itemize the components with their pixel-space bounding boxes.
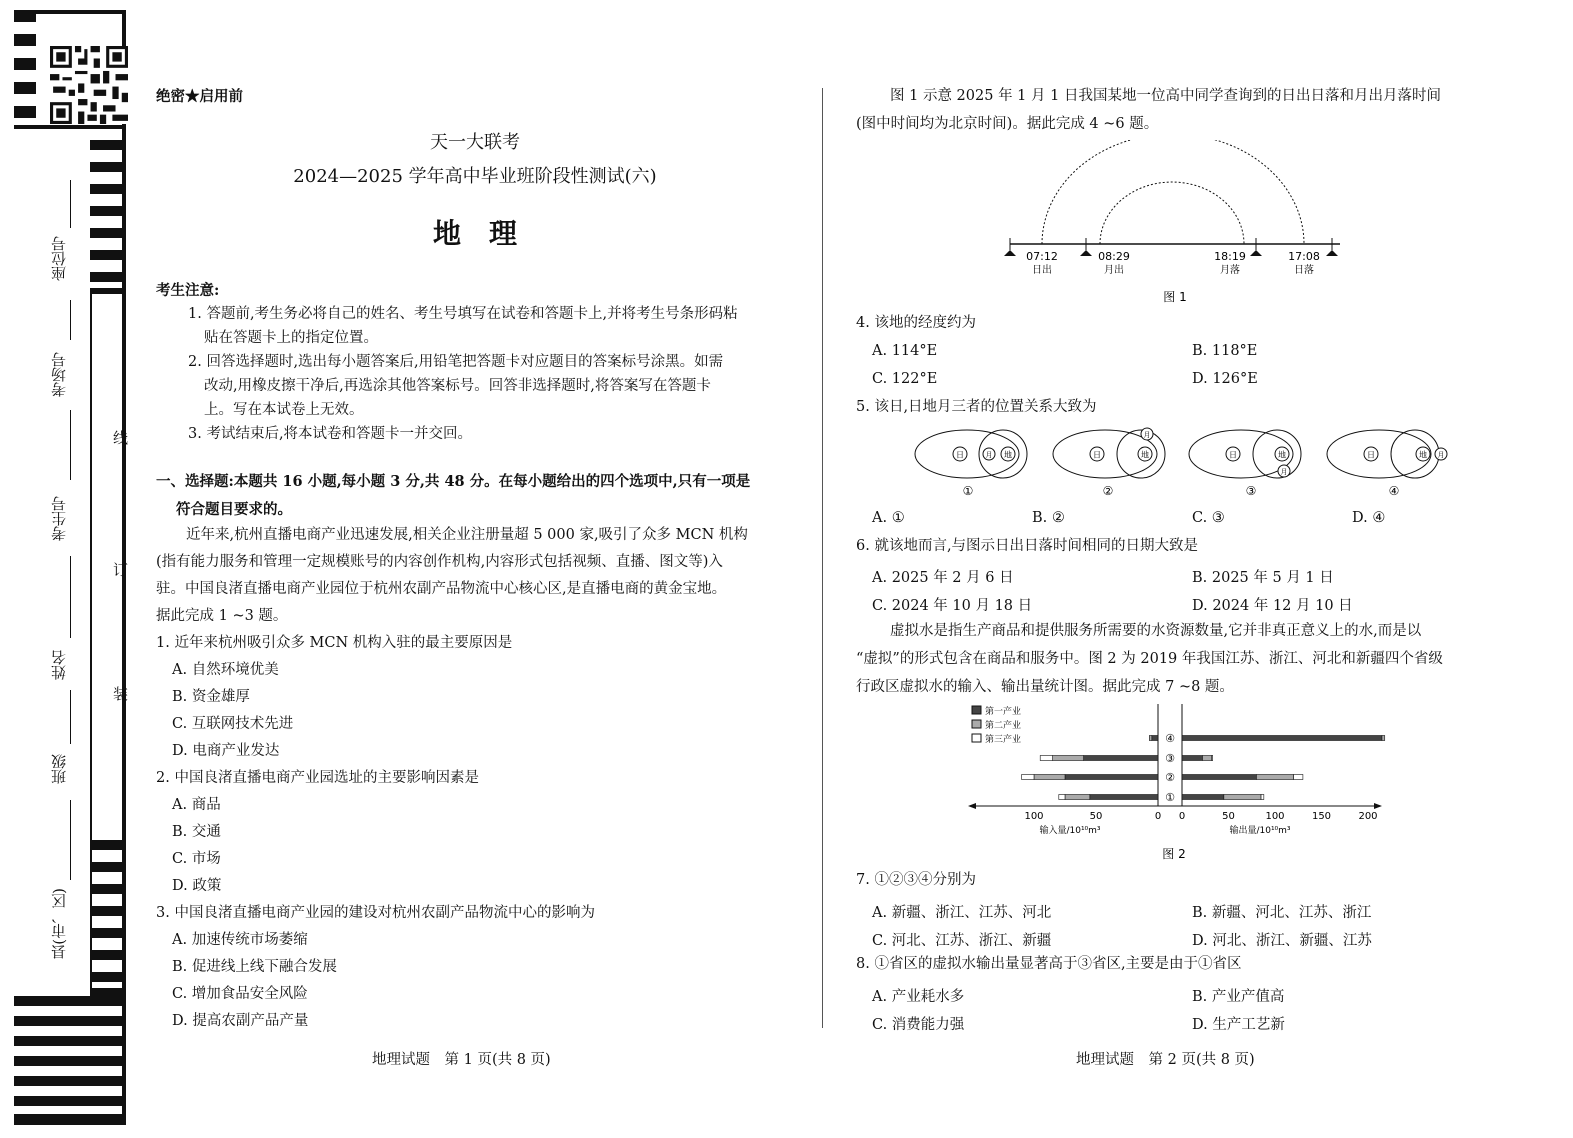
question-stem: 8. ①省区的虚拟水输出量显著高于③省区,主要是由于①省区 (856, 956, 1242, 972)
q5-orbit-diagrams (905, 424, 1465, 502)
answer-option: B. 新疆、河北、江苏、浙江 (1192, 905, 1372, 921)
svg-text:地: 地 (1278, 450, 1286, 460)
svg-text:地: 地 (1419, 450, 1427, 460)
binding-label-line: 线 (111, 430, 129, 445)
input-bar-secondary (1065, 795, 1090, 800)
field-room: 考场号 (50, 352, 68, 397)
svg-text:③: ③ (1245, 484, 1257, 498)
svg-text:日: 日 (956, 450, 964, 460)
field-seat: 座位号 (50, 236, 68, 281)
legend-label: 第二产业 (985, 721, 1022, 731)
binding-border (12, 10, 126, 1125)
output-bar-secondary (1256, 775, 1293, 780)
answer-option: C. 互联网技术先进 (172, 716, 294, 732)
answer-option: A. 加速传统市场萎缩 (172, 932, 308, 948)
time-label: 07:12 (1026, 250, 1058, 263)
answer-option: A. 商品 (172, 797, 221, 813)
category-label: ④ (1165, 732, 1175, 745)
input-bar-tertiary (1040, 756, 1052, 761)
event-label: 日出 (1032, 265, 1052, 276)
legend-swatch-tertiary (972, 734, 981, 742)
notice-line: 改动,用橡皮擦干净后,再选涂其他答案标号。回答非选择题时,将答案写在答题卡 (204, 378, 711, 394)
answer-option: D. 政策 (172, 878, 222, 894)
figure-2-virtual-water-chart (960, 702, 1390, 864)
question-stem: 3. 中国良渚直播电商产业园的建设对杭州农副产品物流中心的影响为 (156, 905, 595, 921)
answer-option: B. ② (1032, 510, 1065, 526)
chart-bars (1022, 736, 1385, 800)
svg-text:月: 月 (1143, 431, 1151, 439)
svg-text:月: 月 (1280, 468, 1288, 476)
passage-line: 图 1 示意 2025 年 1 月 1 日我国某地一位高中同学查询到的日出日落和月出月落时间 (890, 88, 1441, 104)
passage-line: 虚拟水是指生产商品和提供服务所需要的水资源数量,它并非真正意义上的水,而是以 (890, 623, 1422, 639)
notice-line: 上。写在本试卷上无效。 (204, 402, 364, 418)
output-bar-primary (1182, 736, 1382, 741)
page-footer-right: 地理试题 第 2 页(共 8 页) (1076, 1052, 1255, 1068)
answer-option: D. 生产工艺新 (1192, 1017, 1285, 1033)
output-bar-secondary (1202, 756, 1211, 761)
legend-swatch-primary (972, 706, 981, 714)
figure-caption: 图 2 (1162, 847, 1186, 861)
svg-text:地: 地 (1141, 450, 1149, 460)
input-bar-tertiary (1059, 795, 1065, 800)
answer-option: B. 产业产值高 (1192, 989, 1285, 1005)
diagram-1 (915, 430, 1027, 498)
answer-option: D. ④ (1352, 510, 1386, 526)
field-county: 县(市、区) (50, 888, 68, 960)
diagram-3 (1189, 430, 1301, 498)
section-heading: 符合题目要求的。 (176, 501, 292, 518)
blank-line (70, 180, 71, 228)
answer-option: A. 新疆、浙江、江苏、河北 (872, 905, 1052, 921)
answer-option: B. 促进线上线下融合发展 (172, 959, 337, 975)
tick-label: 100 (1024, 811, 1044, 822)
tick-label: 200 (1358, 811, 1378, 822)
question-stem: 5. 该日,日地月三者的位置关系大致为 (856, 399, 1097, 415)
passage-line: (图中时间均为北京时间)。据此完成 4 ~6 题。 (856, 116, 1159, 132)
arrow-left-icon (968, 803, 976, 809)
output-bar-primary (1182, 795, 1224, 800)
answer-option: A. ① (872, 510, 905, 526)
subject-title: 地 理 (432, 217, 517, 250)
svg-text:地: 地 (1004, 450, 1012, 460)
answer-option: D. 126°E (1192, 371, 1258, 387)
input-bar-secondary (1149, 736, 1151, 741)
section-heading: 一、选择题:本题共 16 小题,每小题 3 分,共 48 分。在每小题给出的四个选项中,只有一项是 (156, 473, 751, 490)
answer-option: C. 河北、江苏、浙江、新疆 (872, 933, 1052, 949)
category-label: ③ (1165, 752, 1175, 765)
time-label: 17:08 (1288, 250, 1320, 263)
legend-label: 第一产业 (985, 707, 1022, 717)
tick-label: 50 (1222, 811, 1235, 822)
field-name: 姓名 (50, 650, 68, 680)
answer-option: C. 2024 年 10 月 18 日 (872, 598, 1033, 614)
sunset-icon (1326, 238, 1338, 256)
exam-name: 2024—2025 学年高中毕业班阶段性测试(六) (293, 166, 657, 187)
answer-option: C. 增加食品安全风险 (172, 986, 308, 1002)
category-label: ② (1165, 771, 1175, 784)
passage-line: “虚拟”的形式包含在商品和服务中。图 2 为 2019 年我国江苏、浙江、河北和新疆四个省级 (856, 651, 1443, 667)
notice-line: 2. 回答选择题时,选出每小题答案后,用铅笔把答题卡对应题目的答案标号涂黑。如需 (188, 354, 724, 370)
answer-option: A. 产业耗水多 (872, 989, 965, 1005)
output-bar-secondary (1224, 795, 1261, 800)
answer-option: A. 114°E (872, 343, 938, 359)
answer-option: B. 118°E (1192, 343, 1258, 359)
input-bar-primary (1152, 736, 1158, 741)
binding-label-order: 订 (111, 562, 129, 577)
input-bar-primary (1065, 775, 1158, 780)
category-labels (1165, 732, 1175, 804)
legend-label: 第三产业 (985, 735, 1022, 745)
moonset-icon (1250, 238, 1262, 256)
figure-1-sun-moon-times (1000, 140, 1350, 310)
moon-path-arc (1100, 182, 1244, 244)
question-stem: 4. 该地的经度约为 (856, 315, 976, 331)
tick-label: 0 (1154, 811, 1162, 822)
input-bar-secondary (1053, 756, 1084, 761)
blank-line (70, 300, 71, 340)
answer-option: C. 市场 (172, 851, 221, 867)
blank-line (70, 410, 71, 480)
svg-text:日: 日 (1093, 450, 1101, 460)
time-label: 08:29 (1098, 250, 1130, 263)
tick-label: 150 (1311, 811, 1332, 822)
sunrise-icon (1004, 238, 1016, 256)
diagram-4 (1327, 430, 1447, 498)
question-stem: 1. 近年来杭州吸引众多 MCN 机构入驻的最主要原因是 (156, 635, 513, 651)
blank-line (70, 556, 71, 638)
svg-text:④: ④ (1388, 484, 1400, 498)
binding-label-bind: 装 (111, 686, 129, 701)
svg-text:日: 日 (1229, 450, 1237, 460)
blank-line (70, 800, 71, 880)
event-label: 月出 (1104, 265, 1124, 276)
x-axis-label-input: 输入量/10¹⁰m³ (1039, 826, 1101, 836)
event-label: 月落 (1220, 265, 1240, 276)
answer-option: A. 自然环境优美 (172, 662, 279, 678)
answer-option: B. 交通 (172, 824, 221, 840)
notice-line: 贴在答题卡上的指定位置。 (204, 330, 378, 346)
blank-line (70, 690, 71, 744)
output-bar-primary (1182, 756, 1202, 761)
event-label: 日落 (1294, 265, 1314, 276)
axis-ticks (1024, 811, 1377, 822)
page-footer-left: 地理试题 第 1 页(共 8 页) (372, 1052, 551, 1068)
answer-option: D. 2024 年 12 月 10 日 (1192, 598, 1353, 614)
passage-line: 据此完成 1 ~3 题。 (156, 608, 288, 624)
answer-option: D. 提高农副产品产量 (172, 1013, 309, 1029)
confidential-mark: 绝密★启用前 (156, 88, 243, 105)
diagram-2 (1053, 428, 1165, 498)
svg-text:①: ① (962, 484, 974, 498)
field-candidate-no: 考生号 (50, 496, 68, 541)
svg-text:②: ② (1102, 484, 1114, 498)
input-bar-primary (1084, 756, 1158, 761)
exam-org: 天一大联考 (430, 132, 520, 153)
legend-swatch-secondary (972, 720, 981, 728)
svg-text:月: 月 (985, 451, 993, 459)
answer-option: D. 河北、浙江、新疆、江苏 (1192, 933, 1372, 949)
passage-line: (指有能力服务和管理一定规模账号的内容创作机构,内容形式包括视频、直播、图文等)入 (156, 554, 723, 570)
output-bar-tertiary (1261, 795, 1264, 800)
category-label: ① (1165, 791, 1175, 804)
output-bar-tertiary (1212, 756, 1213, 761)
passage-line: 行政区虚拟水的输入、输出量统计图。据此完成 7 ~8 题。 (856, 679, 1234, 695)
passage-line: 驻。中国良渚直播电商产业园位于杭州农副产品物流中心核心区,是直播电商的黄金宝地。 (156, 581, 727, 597)
passage-line: 近年来,杭州直播电商产业迅速发展,相关企业注册量超 5 000 家,吸引了众多 MCN 机构 (186, 527, 748, 543)
notice-line: 3. 考试结束后,将本试卷和答题卡一并交回。 (188, 426, 473, 442)
chart-legend (972, 705, 1021, 745)
input-bar-primary (1090, 795, 1158, 800)
svg-text:月: 月 (1437, 451, 1445, 459)
time-label: 18:19 (1214, 250, 1246, 263)
output-bar-primary (1182, 775, 1256, 780)
column-divider (822, 88, 823, 1028)
tick-label: 50 (1089, 811, 1103, 822)
qr-code-icon (50, 46, 128, 124)
arrow-right-icon (1374, 803, 1382, 809)
answer-option: B. 资金雄厚 (172, 689, 250, 705)
notice-title: 考生注意: (156, 282, 220, 299)
question-stem: 6. 就该地而言,与图示日出日落时间相同的日期大致是 (856, 538, 1199, 554)
question-stem: 2. 中国良渚直播电商产业园选址的主要影响因素是 (156, 770, 479, 786)
svg-text:日: 日 (1367, 450, 1375, 460)
input-bar-tertiary (1022, 775, 1034, 780)
tick-label: 0 (1178, 811, 1186, 822)
x-axis-label-output: 输出量/10¹⁰m³ (1229, 826, 1291, 836)
sun-path-arc (1042, 140, 1304, 244)
answer-option: B. 2025 年 5 月 1 日 (1192, 570, 1334, 586)
figure-caption: 图 1 (1163, 290, 1187, 304)
output-bar-secondary (1382, 736, 1385, 741)
answer-option: D. 电商产业发达 (172, 743, 280, 759)
field-class: 班级 (50, 754, 68, 784)
notice-line: 1. 答题前,考生务必将自己的姓名、考生号填写在试卷和答题卡上,并将考生号条形码粘 (188, 306, 738, 322)
answer-option: A. 2025 年 2 月 6 日 (872, 570, 1014, 586)
answer-option: C. ③ (1192, 510, 1225, 526)
tick-label: 100 (1265, 811, 1285, 822)
answer-option: C. 消费能力强 (872, 1017, 965, 1033)
input-bar-secondary (1034, 775, 1065, 780)
question-stem: 7. ①②③④分别为 (856, 872, 976, 888)
output-bar-tertiary (1294, 775, 1303, 780)
answer-option: C. 122°E (872, 371, 938, 387)
binding-strip (12, 10, 129, 1125)
moonrise-icon (1080, 238, 1092, 256)
